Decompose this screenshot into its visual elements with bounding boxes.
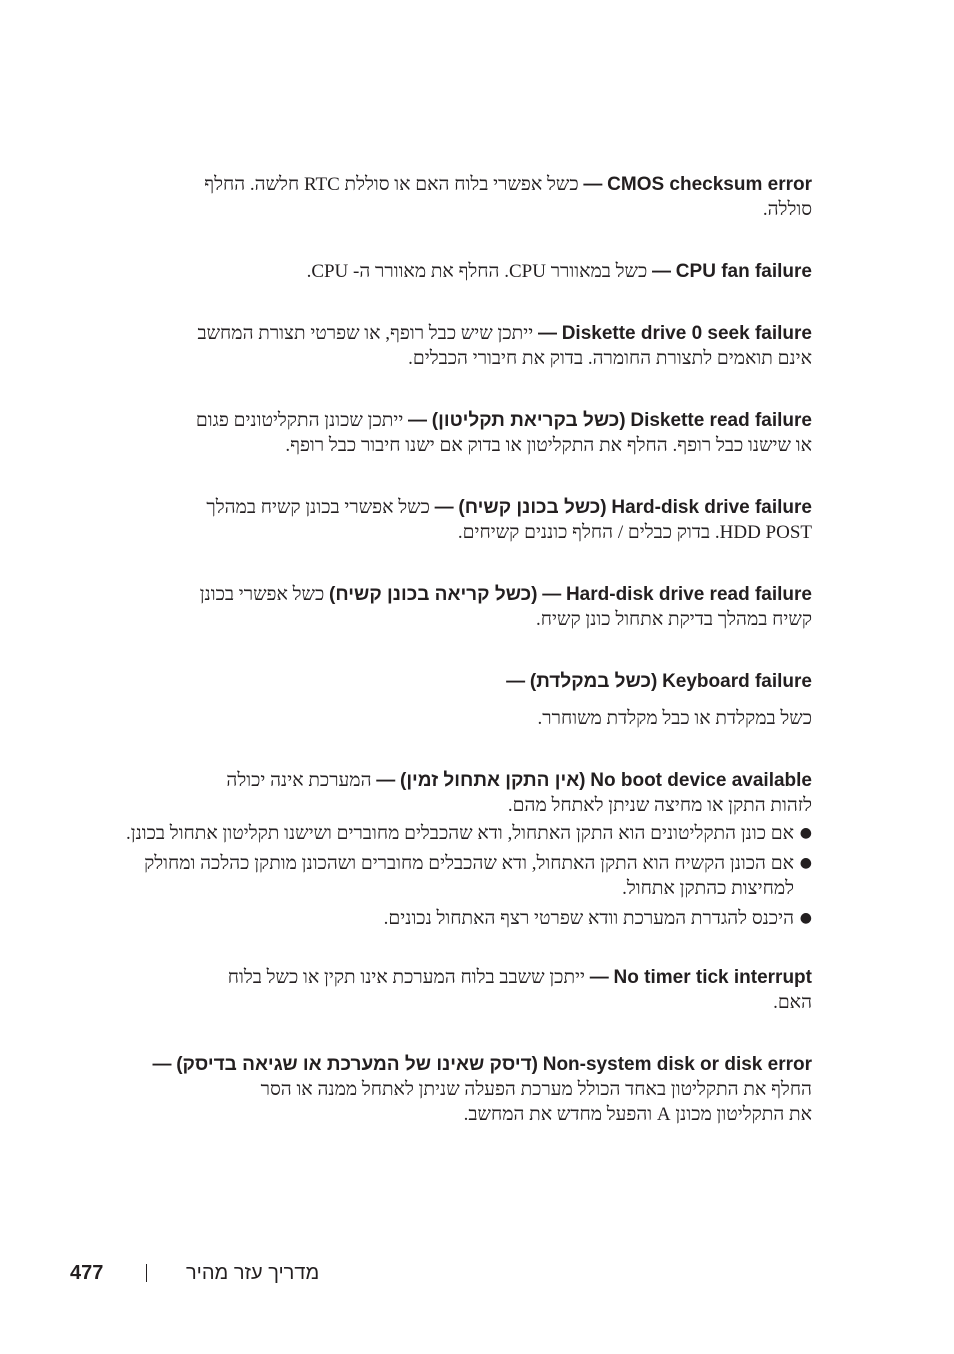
entry-title: Hard-disk drive read failure — [565, 584, 812, 605]
entry-description-line: אינם תואמים לתצורת החומרה. בדוק את חיבורי הכבלים. — [408, 348, 812, 369]
entry-title-hebrew: (דיסק שאינו של המערכת או שגיאה בדיסק) — [176, 1054, 538, 1075]
entry-dash: — — [434, 497, 454, 518]
entry-cpu-fan-failure — [108, 259, 812, 284]
entry-description-line: HDD POST. בדוק כבלים / החלף כוננים קשיחים. — [457, 522, 812, 543]
entry-title-hebrew: (אין התקן אתחול זמין) — [400, 770, 586, 791]
entry-description-line: סוללה. — [762, 199, 812, 220]
entry-description-line: האם. — [773, 992, 812, 1013]
entry-text — [108, 582, 812, 607]
entry-text — [108, 172, 812, 197]
entry-description-line: כשל במאוורר CPU. החלף את מאוורר ה- CPU. — [306, 261, 648, 282]
entry-title-hebrew: (כשל בקריאת תקליטון) — [431, 410, 626, 431]
entry-description-line: ייתכן ששבב בלוח המערכת אינו תקין או כשל בלוח — [227, 967, 586, 988]
page-footer — [70, 1262, 350, 1286]
entry-text — [108, 321, 812, 346]
entry-title: Diskette read failure — [630, 410, 812, 431]
entry-description-line: או שישנו כבל רופף. החלף את התקליטון או בדוק אם ישנו חיבור כבל רופף. — [285, 435, 812, 456]
bullet-icon: ● — [799, 855, 812, 871]
entry-title: Non-system disk or disk error — [542, 1054, 812, 1075]
entry-title: Keyboard failure — [662, 671, 812, 692]
entry-non-system-disk-error — [108, 1052, 812, 1127]
entry-text — [108, 1052, 812, 1102]
entry-title: CPU fan failure — [675, 261, 812, 282]
footer-divider — [146, 1264, 147, 1282]
entry-dash: — — [537, 323, 557, 344]
bullet-list — [108, 821, 812, 931]
entry-dash: — — [152, 1054, 172, 1075]
entry-title: No timer tick interrupt — [613, 967, 812, 988]
entry-text — [108, 495, 812, 520]
entry-description-line: כשל אפשרי בכונן קשיח במהלך — [206, 497, 430, 518]
entry-title: Diskette drive 0 seek failure — [561, 323, 812, 344]
entry-title: Hard-disk drive failure — [611, 497, 812, 518]
entry-title-hebrew: (כשל קריאה בכונן קשיח) — [329, 584, 538, 605]
list-item — [108, 851, 812, 901]
entry-text — [108, 768, 812, 793]
entry-description-line: כשל אפשרי בלוח האם או סוללת RTC חלשה. החלף — [204, 174, 579, 195]
entry-dash: — — [583, 174, 603, 195]
entry-description-line: המערכת אינה יכולה — [226, 770, 372, 791]
list-item-text: אם כונן התקליטונים הוא התקן האתחול, ודא שהכבלים מחוברים ושישנו תקליטון אתחול בכונן. — [125, 823, 794, 844]
document-body — [108, 172, 812, 1127]
entry-title: CMOS checksum error — [607, 174, 812, 195]
entry-description-line: החלף את התקליטון באחד הכולל מערכת הפעלה שניתן לאתחל ממנה או הסר — [260, 1079, 812, 1100]
entry-description-line: לזהות התקן או מחיצה שניתן לאתחל מהם. — [507, 795, 812, 816]
entry-dash: — — [506, 671, 526, 692]
entry-hard-disk-drive-failure — [108, 495, 812, 545]
entry-description-line: כשל אפשרי בכונן — [199, 584, 325, 605]
entry-diskette-seek-failure — [108, 321, 812, 371]
entry-no-timer-tick-interrupt — [108, 965, 812, 1015]
entry-cmos-checksum-error — [108, 172, 812, 222]
entry-keyboard-failure — [108, 669, 812, 731]
entry-dash: — — [376, 770, 396, 791]
entry-dash: — — [652, 261, 672, 282]
list-item — [108, 821, 812, 846]
entry-description-line: קשיח במהלך בדיקת אתחול כונן קשיח. — [536, 609, 812, 630]
list-item-text: היכנס להגדרת המערכת וודא שפרטי רצף האתחול נכונים. — [383, 908, 794, 929]
bullet-icon: ● — [799, 825, 812, 841]
entry-hard-disk-drive-read-failure — [108, 582, 812, 632]
entry-title-hebrew: (כשל במקלדת) — [529, 671, 658, 692]
entry-description-line: ייתכן שיש כבל רופף, או שפרטי תצורת המחשב — [197, 323, 534, 344]
page-number: 477 — [70, 1262, 104, 1284]
entry-text — [108, 965, 812, 990]
entry-diskette-read-failure — [108, 408, 812, 458]
entry-description-line: את התקליטון מכונן A והפעל מחדש את המחשב. — [463, 1104, 812, 1125]
entry-dash: — — [589, 967, 609, 988]
entry-dash: — — [542, 584, 562, 605]
list-item-text: אם הכונן הקשיח הוא התקן האתחול, ודא שהכבלים מחוברים ושהכונן מותקן כהלכה ומחולק למחיצות כהתקן אתחול. — [144, 853, 794, 899]
bullet-icon: ● — [799, 910, 812, 926]
entry-text — [108, 669, 812, 694]
list-item — [108, 906, 812, 931]
entry-dash: — — [408, 410, 428, 431]
entry-description-line: כשל במקלדת או כבל מקלדת משוחרר. — [537, 708, 812, 729]
entry-text — [108, 259, 812, 284]
entry-description-line: ייתכן שכונן התקליטונים פגום — [195, 410, 404, 431]
footer-title: מדריך עזר מהיר — [186, 1262, 320, 1284]
entry-no-boot-device — [108, 768, 812, 931]
entry-title-hebrew: (כשל בכונן קשיח) — [458, 497, 607, 518]
entry-text — [108, 408, 812, 433]
entry-title: No boot device available — [590, 770, 812, 791]
